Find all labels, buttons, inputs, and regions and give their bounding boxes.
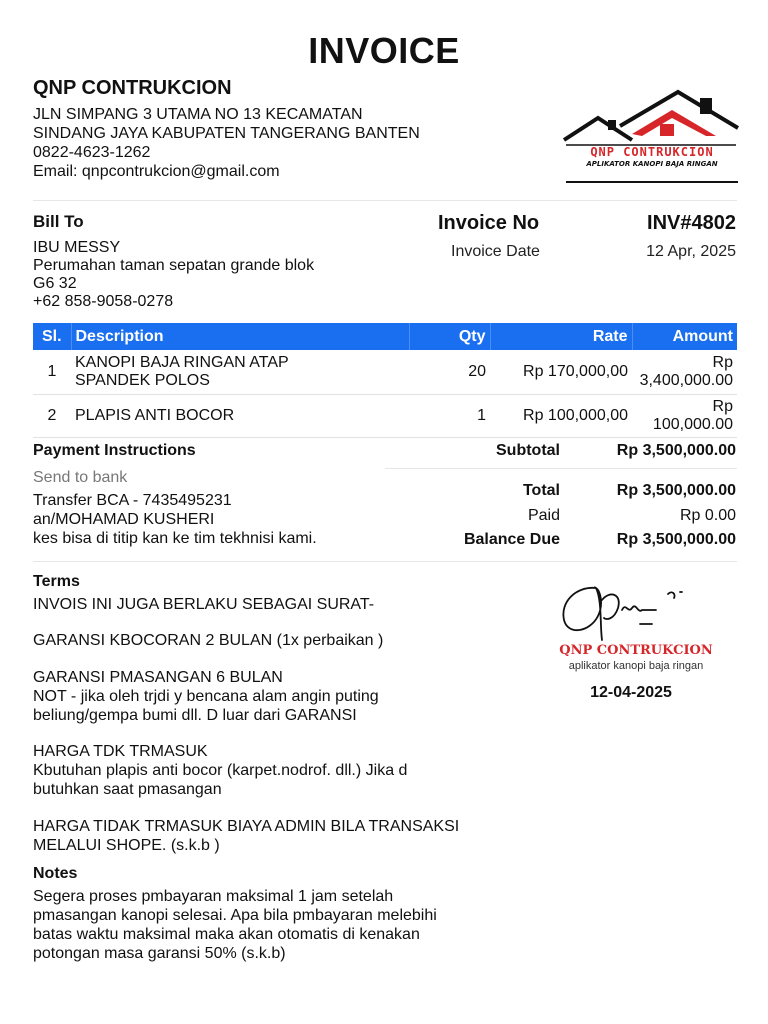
invoice-date-label: Invoice Date [451, 243, 540, 260]
paid-label: Paid [527, 507, 560, 524]
terms-title: Terms [33, 573, 80, 590]
paid-value: Rp 0.00 [679, 507, 736, 524]
bill-to-address-line1: Perumahan taman sepatan grande blok [33, 257, 315, 274]
terms-line: MELALUI SHOPE. (s.k.b ) [33, 837, 220, 854]
subtotal-label: Subtotal [496, 442, 560, 459]
items-table [33, 323, 737, 438]
signature-date: 12-04-2025 [590, 684, 672, 701]
total-label: Total [522, 482, 560, 499]
terms-line: HARGA TDK TRMASUK [33, 743, 208, 760]
invoice-title: INVOICE [308, 30, 460, 71]
bill-to-address-line2: G6 32 [33, 275, 77, 292]
row-amount: Rp 3,400,000.00 [632, 350, 737, 394]
balance-due-label: Balance Due [463, 531, 560, 548]
row-description-line1: KANOPI BAJA RINGAN ATAP [75, 353, 289, 371]
table-row [33, 350, 737, 394]
invoice-date-value: 12 Apr, 2025 [646, 243, 736, 260]
logo-tagline: APLIKATOR KANOPI BAJA RINGAN [586, 160, 718, 168]
divider [33, 200, 737, 201]
col-header-rate: Rate [490, 323, 632, 350]
row-description: PLAPIS ANTI BOCOR [71, 394, 409, 437]
total-value: Rp 3,500,000.00 [616, 482, 736, 499]
balance-due-value: Rp 3,500,000.00 [616, 531, 736, 548]
terms-line: GARANSI PMASANGAN 6 BULAN [33, 669, 283, 686]
invoice-no-value: INV#4802 [647, 212, 736, 234]
logo-text: QNP CONTRUKCION [590, 145, 714, 159]
signature-tagline: aplikator kanopi baja ringan [568, 660, 704, 672]
row-sl: 1 [33, 350, 71, 394]
company-logo [560, 88, 740, 184]
company-address-line2: SINDANG JAYA KABUPATEN TANGERANG BANTEN [33, 125, 420, 142]
terms-line: butuhkan saat pmasangan [33, 781, 222, 798]
col-header-sl: Sl. [33, 323, 71, 350]
terms-line: beliung/gempa bumi dll. D luar dari GARANSI [33, 707, 357, 724]
payment-line2: an/MOHAMAD KUSHERI [33, 511, 215, 528]
row-rate: Rp 170,000,00 [490, 350, 632, 394]
bill-to-label: Bill To [33, 212, 84, 231]
bill-to-phone: +62 858-9058-0278 [33, 293, 174, 310]
terms-line: HARGA TIDAK TRMASUK BIAYA ADMIN BILA TRANSAKSI [33, 818, 460, 835]
company-phone: 0822-4623-1262 [33, 144, 151, 161]
row-sl: 2 [33, 394, 71, 437]
row-qty: 1 [409, 394, 490, 437]
subtotal-value: Rp 3,500,000.00 [616, 442, 736, 459]
company-address-line1: JLN SIMPANG 3 UTAMA NO 13 KECAMATAN [33, 106, 363, 123]
row-rate: Rp 100,000,00 [490, 394, 632, 437]
payment-send-to: Send to bank [33, 469, 128, 486]
col-header-description: Description [71, 323, 409, 350]
notes-line: pmasangan kanopi selesai. Apa bila pmbayaran melebihi [33, 907, 437, 924]
row-qty: 20 [409, 350, 490, 394]
terms-line: GARANSI KBOCORAN 2 BULAN (1x perbaikan ) [33, 632, 384, 649]
row-description-line2: SPANDEK POLOS [75, 371, 210, 389]
table-row [33, 394, 737, 437]
terms-line: INVOIS INI JUGA BERLAKU SEBAGAI SURAT- [33, 596, 375, 613]
notes-line: Segera proses pmbayaran maksimal 1 jam setelah [33, 888, 394, 905]
signature-scribble [556, 580, 706, 644]
divider [33, 561, 737, 562]
col-header-amount: Amount [632, 323, 737, 350]
notes-line: potongan masa garansi 50% (s.k.b) [33, 945, 286, 962]
notes-title: Notes [33, 865, 78, 882]
payment-line3: kes bisa di titip kan ke tim tekhnisi kami. [33, 530, 317, 547]
terms-line: Kbutuhan plapis anti bocor (karpet.nodrof. dll.) Jika d [33, 762, 408, 779]
company-email: Email: qnpcontrukcion@gmail.com [33, 163, 280, 180]
payment-line1: Transfer BCA - 7435495231 [33, 492, 232, 509]
company-name: QNP CONTRUKCION [33, 77, 232, 99]
signature-company: QNP CONTRUKCION [559, 643, 713, 658]
col-header-qty: Qty [409, 323, 490, 350]
row-description [71, 350, 409, 394]
invoice-no-label: Invoice No [438, 212, 540, 234]
notes-line: batas waktu maksimal maka akan otomatis di kenakan [33, 926, 420, 943]
row-amount: Rp 100,000.00 [632, 394, 737, 437]
summary-divider [385, 468, 737, 469]
bill-to-name: IBU MESSY [33, 239, 121, 256]
terms-line: NOT - jika oleh trjdi y bencana alam angin puting [33, 688, 379, 705]
payment-instructions-title: Payment Instructions [33, 442, 196, 459]
table-header-row [33, 323, 737, 350]
